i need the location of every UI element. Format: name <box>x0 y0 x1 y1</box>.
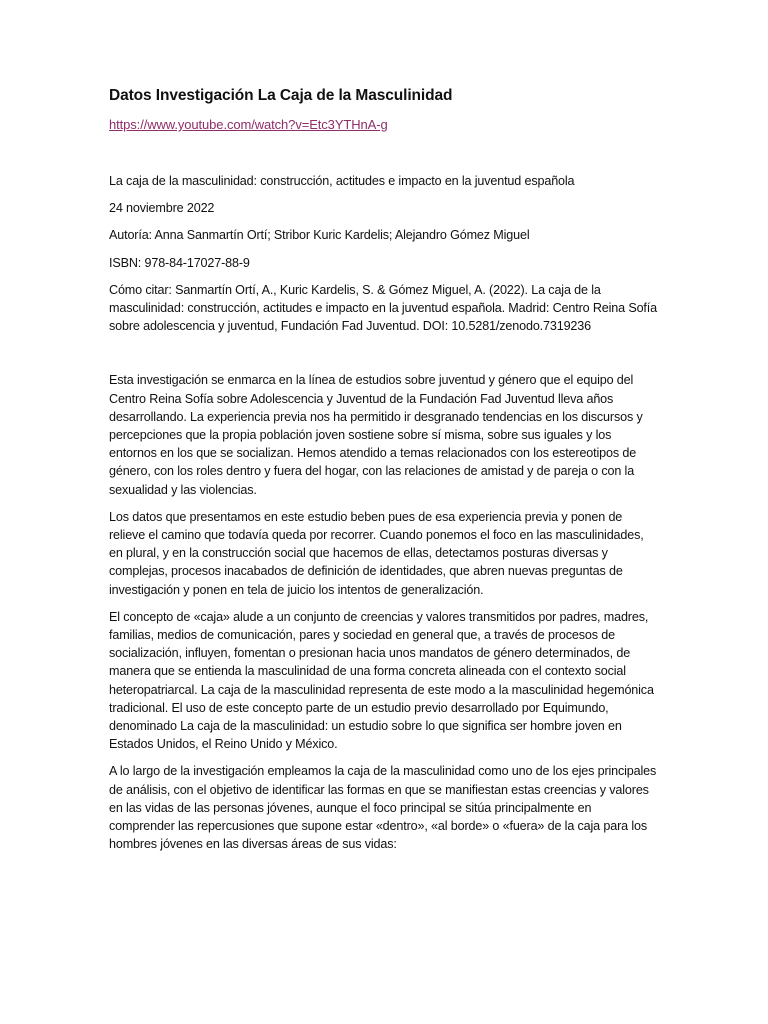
document-page <box>109 86 657 854</box>
document-title: Datos Investigación La Caja de la Masculinidad <box>109 87 453 104</box>
body-paragraph: A lo largo de la investigación empleamos la caja de la masculinidad como uno de los ejes principales de análisis, con el objetivo de identificar las formas en que se manifiestan estas creencias y valores en las vidas de las personas jóvenes, aunque el foco principal se sitúa principalmente en comprender las repercusiones que supone estar «dentro», «al borde» o «fuera» de la caja para los hombres jóvenes en las diversas áreas de sus vidas: <box>109 764 657 852</box>
isbn-line: ISBN: 978-84-17027-88-9 <box>109 255 250 270</box>
body-paragraph: Los datos que presentamos en este estudio beben pues de esa experiencia previa y ponen de relieve el camino que todavía queda por recorrer. Cuando ponemos el foco en las masculinidades, en plural, y en la construcción social que hacemos de ellas, detectamos posturas diversas y complejas, procesos inacabados de definición de identidades, que abren nuevas preguntas de investigación y ponen en tela de juicio los intentos de generalización. <box>109 509 644 597</box>
citation-paragraph: Cómo citar: Sanmartín Ortí, A., Kuric Kardelis, S. & Gómez Miguel, A. (2022). La caja de la masculinidad: construcción, actitudes e impacto en la juventud española. Madrid: Centro Reina Sofía sobre adolescencia y juventud, Fundación Fad Juventud. DOI: 10.5281/zenodo.7319236 <box>109 282 657 334</box>
study-subtitle: La caja de la masculinidad: construcción, actitudes e impacto en la juventud española <box>109 174 575 188</box>
youtube-link[interactable]: https://www.youtube.com/watch?v=Etc3YTHnA-g <box>109 117 388 132</box>
body-paragraph: El concepto de «caja» alude a un conjunto de creencias y valores transmitidos por padres, madres, familias, medios de comunicación, pares y sociedad en general que, a través de procesos de socialización, influyen, fomentan o presionan hacia unos mandatos de género determinados, de manera que se entienda la masculinidad de una forma concreta alineada con el contexto social heteropatriarcal. La caja de la masculinidad representa de este modo a la masculinidad hegemónica tradicional. El uso de este concepto parte de un estudio previo desarrollado por Equimundo, denominado La caja de la masculinidad: un estudio sobre lo que significa ser hombre joven en Estados Unidos, el Reino Unido y México. <box>109 609 654 752</box>
body-paragraph: Esta investigación se enmarca en la línea de estudios sobre juventud y género que el equipo del Centro Reina Sofía sobre Adolescencia y Juventud de la Fundación Fad Juventud lleva años desarrollando. La experiencia previa nos ha permitido ir desgranado tendencias en los discursos y percepciones que la propia población joven sostiene sobre sí misma, sobre sus iguales y los entornos en los que se socializan. Hemos atendido a temas relacionados con los estereotipos de género, con los roles dentro y fuera del hogar, con las relaciones de amistad y de pareja o con la sexualidad y las violencias. <box>109 373 643 497</box>
authors-line: Autoría: Anna Sanmartín Ortí; Stribor Kuric Kardelis; Alejandro Gómez Miguel <box>109 228 530 243</box>
publication-date: 24 noviembre 2022 <box>109 201 215 216</box>
